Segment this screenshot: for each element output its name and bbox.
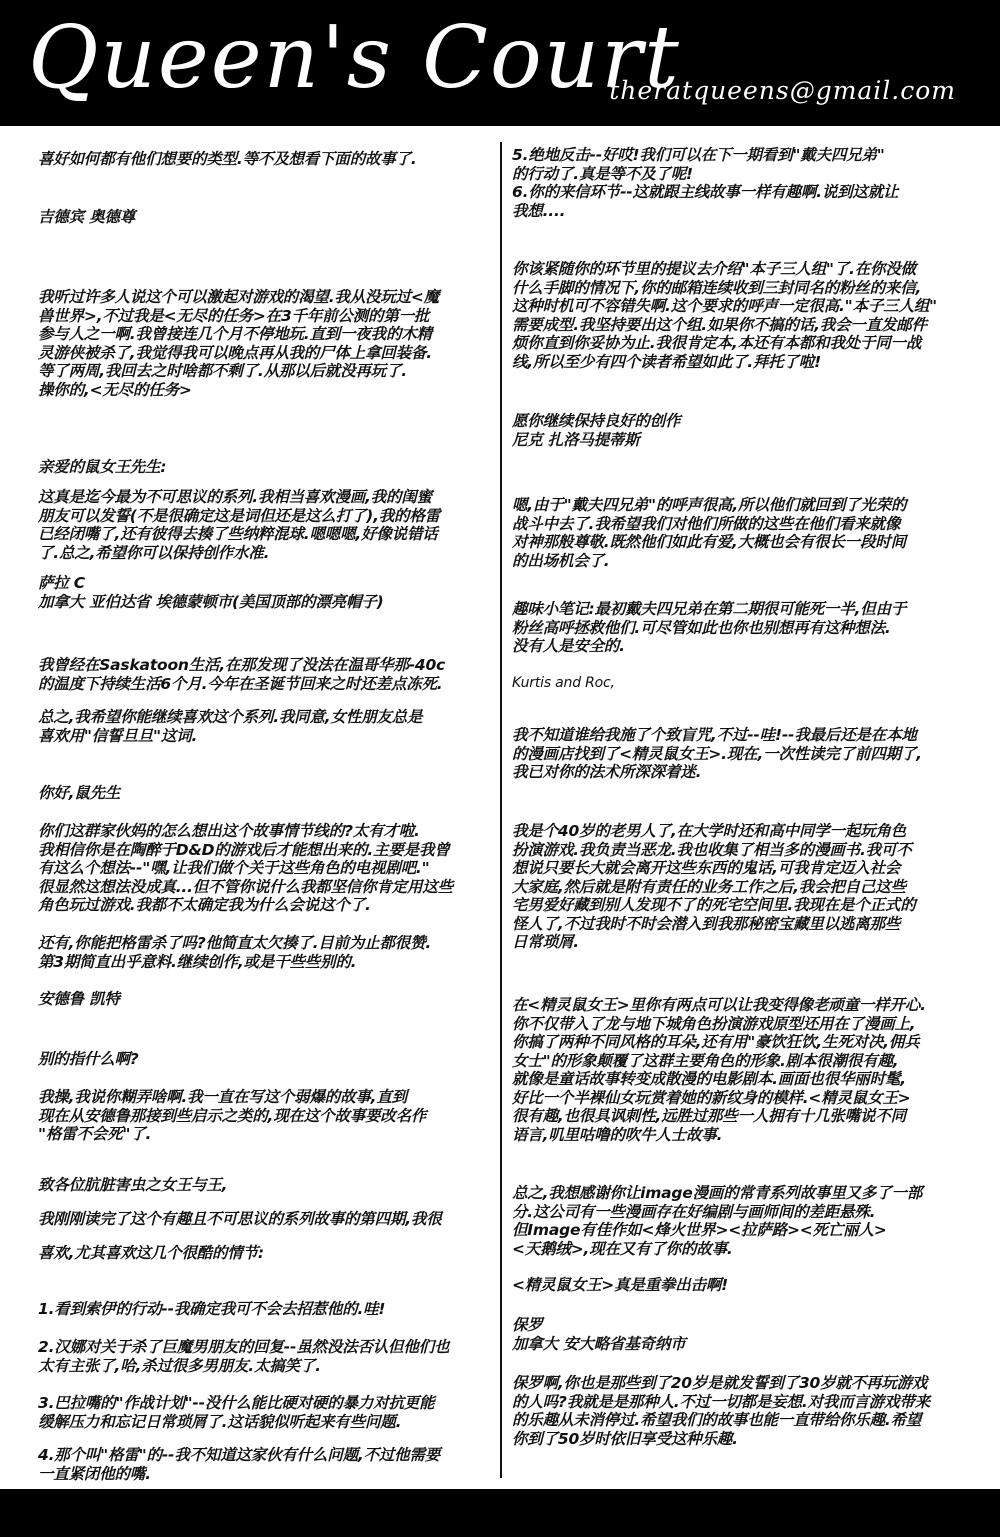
letter-list-item: 3.巴拉嘴的"作战计划"--没什么能比硬对硬的暴力对抗更能 缓解压力和忘记日常琐屑了.这话貌似听起来有些问题. <box>38 1394 435 1431</box>
letters-sheet <box>0 126 1000 1489</box>
letter-paragraph: 总之,我想感谢你让image漫画的常青系列故事里又多了一部 分.这公司有一些漫画存在好编剧与画师间的差距悬殊. 但Image有佳作如<烽火世界><拉萨路><死亡丽人> <天鹅绒>,现在又有了你的故事. <box>512 1184 923 1258</box>
letter-paragraph: 我不知道谁给我施了个致盲咒,不过--哇!--我最后还是在本地 的漫画店找到了<精灵鼠女王>.现在,一次性读完了前四期了, 我已对你的法术所深深着迷. <box>512 726 922 781</box>
bottom-bar <box>0 1489 1000 1537</box>
column-divider <box>500 142 502 1478</box>
letter-signature: 吉德宾 奥德尊 <box>38 208 135 226</box>
letter-paragraph: 我听过许多人说这个可以激起对游戏的渴望.我从没玩过<魔 兽世界>,不过我是<无尽的任务>在3千年前公测的第一批 参与人之一啊.我曾接连几个月不停地玩.直到一夜我的木精 灵游侠被杀了,我觉得我可以晚点再从我的尸体上拿回装备. 等了两周,我回去之时啥都不剩了.从那以后就没再玩了. 操你的,<无尽的任务> <box>38 288 439 399</box>
letter-paragraph: 这真是迄今最为不可思议的系列.我相当喜欢漫画,我的闺蜜 朋友可以发誓(不是很确定这是词但还是这么打了),我的格雷 已经闭嘴了,还有彼得去揍了些纳粹混球.嗯嗯嗯,好像说错话 了.总之,希望你可以保持创作水准. <box>38 488 440 562</box>
reply-paragraph: 我操,我说你糊弄啥啊.我一直在写这个弱爆的故事,直到 现在从安德鲁那接到些启示之类的,现在这个故事要改名作 "格雷不会死"了. <box>38 1088 427 1143</box>
reply-paragraph: 嗯,由于"戴夫四兄弟"的呼声很高,所以他们就回到了光荣的 战斗中去了.我希望我们对他们所做的这些在他们看来就像 对神那般尊敬.既然他们如此有爱,大概也会有很长一段时间 的出场机会了. <box>512 496 907 570</box>
letter-paragraph: 我刚刚读完了这个有趣且不可思议的系列故事的第四期,我很 <box>38 1210 442 1228</box>
letter-signature: 安德鲁 凯特 <box>38 990 120 1008</box>
letter-paragraph: 你该紧随你的环节里的提议去介绍"本子三人组"了.在你没做 什么手脚的情况下,你的邮箱连续收到三封同名的粉丝的来信, 这种时机可不容错失啊.这个要求的呼声一定很高."本子三人组" 需要成型.我坚持要出这个组.如果你不搞的话,我会一直发邮件 烦你直到你妥协为止.我很肯定本,本还有本都和我处于同一战 线,所以至少有四个读者希望如此了.拜托了啦! <box>512 260 937 371</box>
masthead-title: Queen's Court <box>28 8 681 108</box>
letter-paragraph: 你们这群家伙妈的怎么想出这个故事情节线的?太有才啦. 我相信你是在陶醉于D&D的游戏后才能想出来的.主要是我曾 有这么个想法--"嘿,让我们做个关于这些角色的电视剧吧." 很显然这想法没成真...但不管你说什么我都坚信你肯定用这些 角色玩过游戏.我都不太确定我为什么会说这个了. <box>38 822 453 914</box>
letter-paragraph: 还有,你能把格雷杀了吗?他简直太欠揍了.目前为止都很赞. 第3期简直出乎意料.继续创作,或是干些些别的. <box>38 934 432 971</box>
reply-paragraph: 总之,我希望你能继续喜欢这个系列.我同意,女性朋友总是 喜欢用"信誓旦旦"这词. <box>38 708 423 745</box>
reply-paragraph: 别的指什么啊? <box>38 1050 139 1068</box>
reply-paragraph: 趣味小笔记:最初戴夫四兄弟在第二期很可能死一半,但由于 粉丝高呼拯救他们.可尽管如此也你也别想再有这种想法. 没有人是安全的. <box>512 600 907 655</box>
header-banner <box>0 0 1000 126</box>
letter-signature: 愿你继续保持良好的创作 尼克 扎洛马提蒂斯 <box>512 412 681 449</box>
letter-paragraph: 喜好如何都有他们想要的类型.等不及想看下面的故事了. <box>38 150 417 168</box>
letter-paragraph: <精灵鼠女王>真是重拳出击啊! <box>512 1276 729 1294</box>
letter-signature: 萨拉 C 加拿大 亚伯达省 埃德蒙顿市(美国顶部的漂亮帽子) <box>38 574 384 611</box>
letter-paragraph: 在<精灵鼠女王>里你有两点可以让我变得像老顽童一样开心. 你不仅带入了龙与地下城角色扮演游戏原型还用在了漫画上, 你搞了两种不同风格的耳朵,还有用"豪饮狂饮,生死对决,佣兵 女士"的形象颠覆了这群主要角色的形象.剧本很潮很有趣, 就像是童话故事转变成散漫的电影剧本.画面也很华丽时髦, 好比一个半裸仙女玩赏着她的新纹身的模样.<精灵鼠女王> 很有趣,也很具讽刺性,远胜过那些一人拥有十几张嘴说不同 语言,叽里咕噜的吹牛人士故事. <box>512 996 926 1144</box>
letter-salutation: Kurtis and Roc, <box>512 675 615 691</box>
letter-list-item: 1.看到索伊的行动--我确定我可不会去招惹他的.哇! <box>38 1300 386 1318</box>
letter-salutation: 你好,鼠先生 <box>38 784 121 802</box>
letter-list-item: 5.绝地反击--好哎!我们可以在下一期看到"戴夫四兄弟" 的行动了.真是等不及了呢! 6.你的来信环节--这就跟主线故事一样有趣啊.说到这就让 我想.... <box>512 146 899 220</box>
reply-paragraph: 我曾经在Saskatoon生活,在那发现了没法在温哥华那-40c 的温度下持续生活6个月.今年在圣诞节回来之时还差点冻死. <box>38 656 446 693</box>
letter-salutation: 亲爱的鼠女王先生: <box>38 458 167 476</box>
letter-paragraph: 我是个40岁的老男人了,在大学时还和高中同学一起玩角色 扮演游戏.我负责当恶龙.我也收集了相当多的漫画书.我可不 想说只要长大就会离开这些东西的鬼话,可我肯定迈入社会 大家庭,然后就是附有责任的业务工作之后,我会把自己这些 宅男爱好藏到别人发现不了的死宅空间里.我现在是个正式的 怪人了,不过我时不时会潜入到我那秘密宝藏里以逃离那些 日常琐屑. <box>512 822 916 951</box>
letter-list-item: 4.那个叫"格雷"的--我不知道这家伙有什么问题,不过他需要 一直紧闭他的嘴. <box>38 1446 441 1483</box>
reply-paragraph: 保罗啊,你也是那些到了20岁是就发誓到了30岁就不再玩游戏 的人吗?我就是是那种人.不过一切都是妄想.对我而言游戏带来 的乐趣从未消停过.希望我们的故事也能一直带给你乐趣.希望 你到了50岁时依旧享受这种乐趣. <box>512 1374 930 1448</box>
letter-paragraph: 喜欢,尤其喜欢这几个很酷的情节: <box>38 1244 264 1262</box>
letter-list-item: 2.汉娜对关于杀了巨魔男朋友的回复--虽然没法否认但他们也 太有主张了,哈,杀过很多男朋友.太搞笑了. <box>38 1338 450 1375</box>
letter-signature: 保罗 加拿大 安大略省基奇纳市 <box>512 1316 686 1353</box>
letter-salutation: 致各位肮脏害虫之女王与王, <box>38 1176 228 1194</box>
contact-email: theratqueens@gmail.com <box>609 76 956 105</box>
